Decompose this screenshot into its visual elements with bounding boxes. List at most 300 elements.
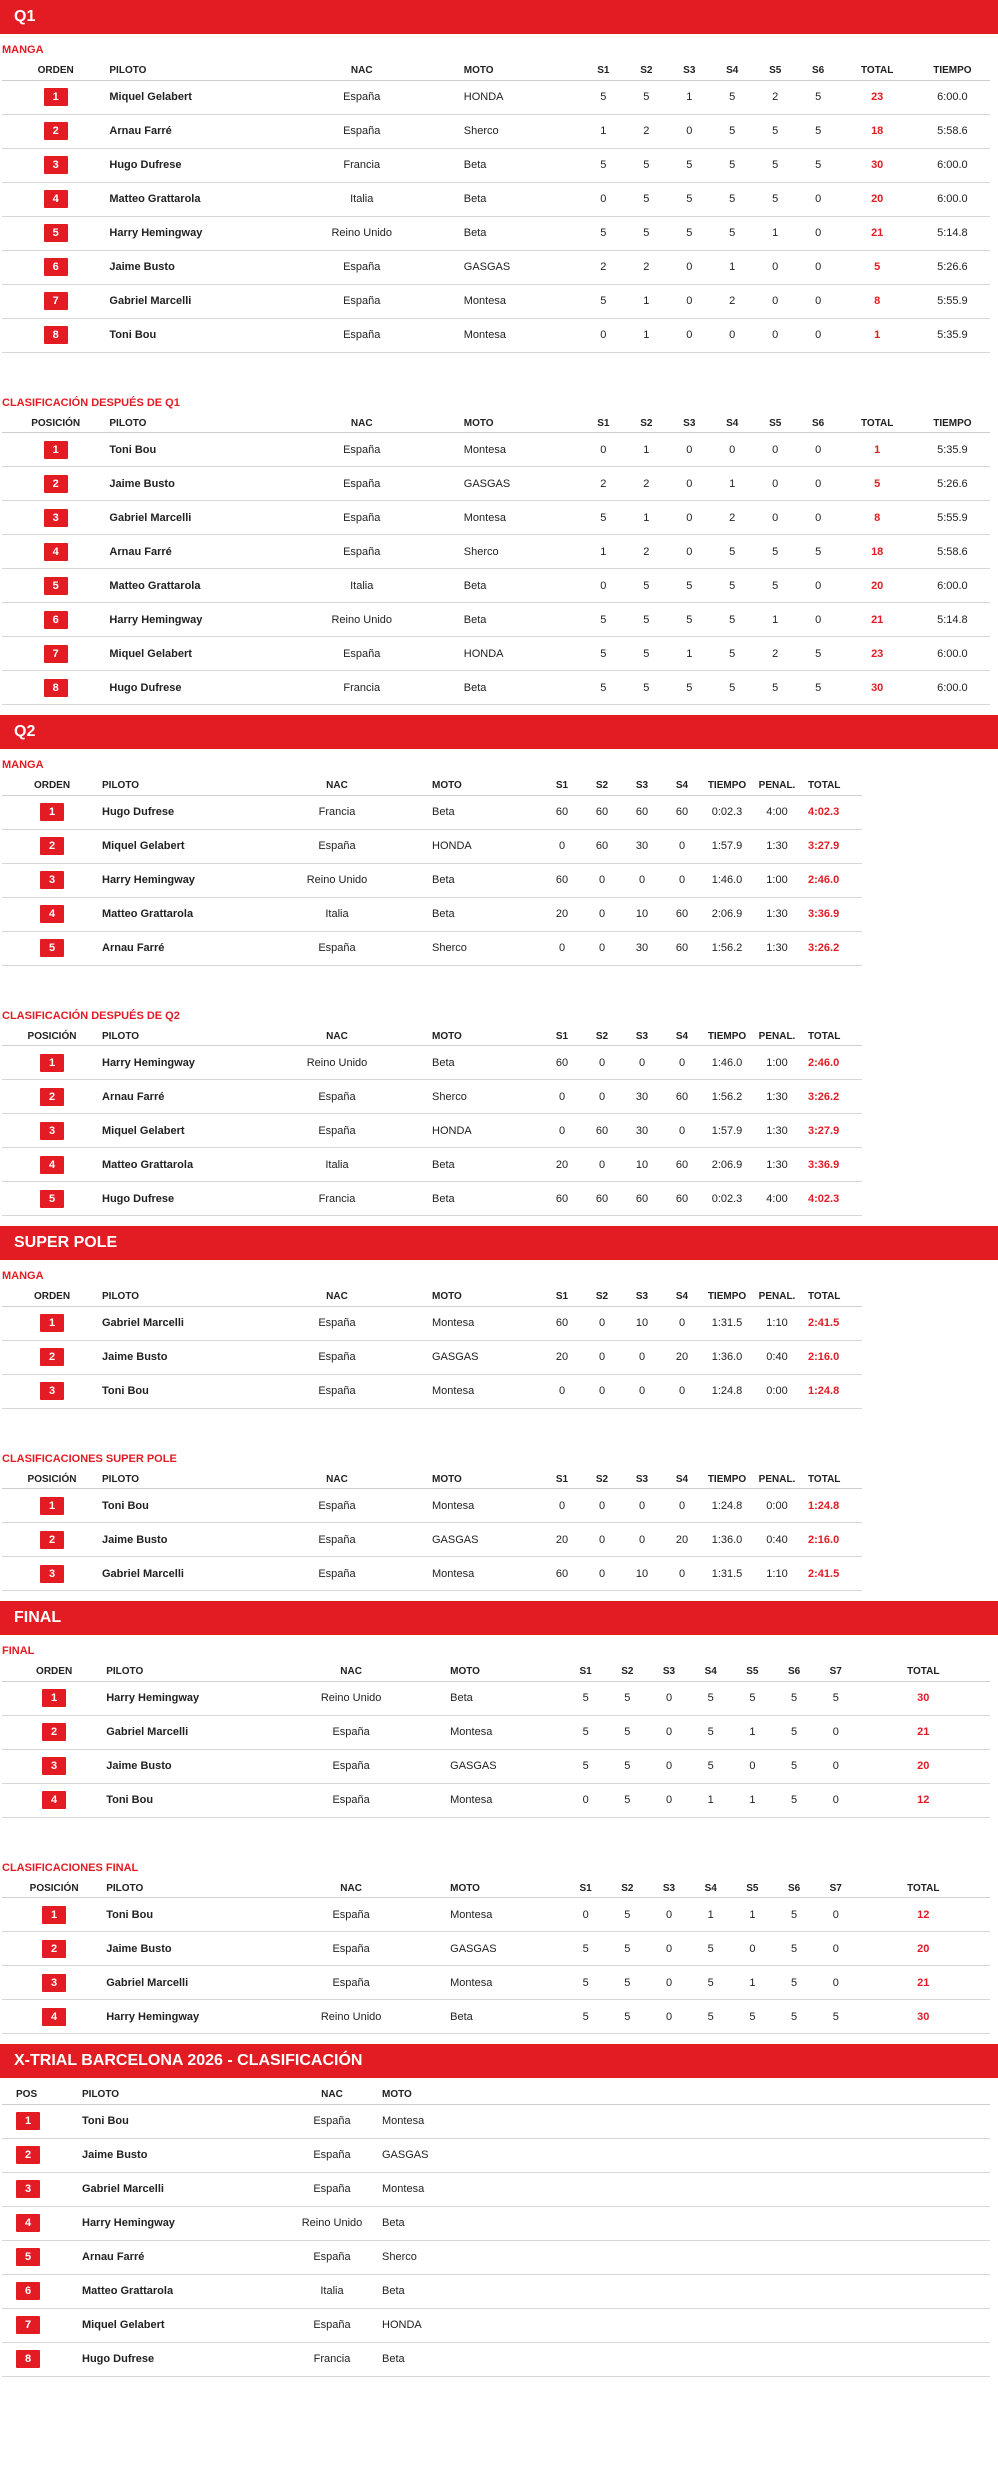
bike: GASGAS (382, 2138, 990, 2172)
total-points: 21 (857, 1715, 990, 1749)
block-spacer (0, 1409, 998, 1451)
position-cell (2, 284, 109, 318)
section-score: 60 (542, 1557, 582, 1591)
time-value: 1:46.0 (702, 1046, 752, 1080)
section-score: 5 (690, 1681, 732, 1715)
section-score: 2 (754, 80, 797, 114)
position-cell (2, 318, 109, 352)
round-title: Q1 (0, 0, 998, 34)
position-cell (2, 501, 109, 535)
position-cell (2, 1557, 102, 1591)
column-header: MOTO (432, 777, 542, 795)
section-score: 0 (542, 1489, 582, 1523)
section-score: 5 (625, 216, 668, 250)
pilot-name: Gabriel Marcelli (106, 1966, 252, 2000)
column-header: NAC (242, 1288, 432, 1306)
pilot-name: Miquel Gelabert (102, 829, 242, 863)
position-cell (2, 80, 109, 114)
table-row (2, 1114, 990, 1148)
column-header: S7 (815, 1663, 857, 1681)
table-row (2, 467, 990, 501)
nationality: España (282, 2172, 382, 2206)
section-score: 5 (690, 1966, 732, 2000)
table-row (2, 1182, 990, 1216)
position-cell (2, 863, 102, 897)
table-header (2, 415, 990, 433)
column-header: TIEMPO (702, 1028, 752, 1046)
column-header: TOTAL (840, 415, 915, 433)
total-points: 5 (840, 467, 915, 501)
section-score: 0 (582, 863, 622, 897)
position-badge: 2 (42, 1723, 66, 1741)
section-score: 0 (754, 433, 797, 467)
results-table (2, 1471, 990, 1592)
section-score: 5 (565, 1749, 607, 1783)
table-row (2, 1046, 990, 1080)
position-badge: 1 (40, 803, 64, 821)
position-cell (2, 1182, 102, 1216)
total-time: 4:02.3 (802, 795, 862, 829)
section-score: 5 (711, 148, 754, 182)
position-cell (2, 2342, 82, 2376)
table-row (2, 114, 990, 148)
column-header: NAC (252, 1880, 450, 1898)
column-header: MOTO (432, 1028, 542, 1046)
time-value: 2:06.9 (702, 1148, 752, 1182)
section-score: 60 (582, 795, 622, 829)
section-score: 0 (542, 931, 582, 965)
column-header: S1 (542, 1471, 582, 1489)
column-header: S1 (542, 1288, 582, 1306)
section-score: 5 (754, 569, 797, 603)
position-badge: 6 (44, 611, 68, 629)
pilot-name: Arnau Farré (102, 1080, 242, 1114)
block-title: CLASIFICACIONES SUPER POLE (2, 1452, 177, 1465)
bike: GASGAS (450, 1932, 565, 1966)
section-score: 5 (606, 1783, 648, 1817)
section-score: 0 (797, 216, 840, 250)
section-score: 5 (668, 603, 711, 637)
section-score: 20 (542, 1340, 582, 1374)
column-header: MOTO (382, 2086, 990, 2104)
nationality: España (252, 1715, 450, 1749)
column-header-first: ORDEN (2, 777, 102, 795)
block-spacer (0, 353, 998, 395)
position-cell (2, 1306, 102, 1340)
section-score: 0 (542, 1374, 582, 1408)
position-badge: 3 (40, 1382, 64, 1400)
column-header-first: POSICIÓN (2, 1028, 102, 1046)
time-value: 2:06.9 (702, 897, 752, 931)
section-score: 60 (582, 1114, 622, 1148)
section-score: 0 (815, 1898, 857, 1932)
pilot-name: Gabriel Marcelli (102, 1557, 242, 1591)
column-header: S2 (582, 1288, 622, 1306)
section-score: 0 (815, 1783, 857, 1817)
section-score: 1 (690, 1783, 732, 1817)
section-score: 0 (582, 1080, 622, 1114)
section-score: 5 (711, 114, 754, 148)
total-points: 5 (840, 250, 915, 284)
position-badge: 3 (40, 871, 64, 889)
bike: Montesa (450, 1783, 565, 1817)
bike: Montesa (432, 1374, 542, 1408)
nationality: España (242, 1557, 432, 1591)
pilot-name: Harry Hemingway (109, 216, 259, 250)
section-score: 5 (797, 535, 840, 569)
column-header-first: POSICIÓN (2, 415, 109, 433)
total-points: 12 (857, 1898, 990, 1932)
position-badge: 6 (16, 2282, 40, 2300)
section-score: 0 (711, 318, 754, 352)
pilot-name: Harry Hemingway (106, 1681, 252, 1715)
section-score: 0 (668, 250, 711, 284)
section-score: 0 (582, 1340, 622, 1374)
section-score: 0 (815, 1932, 857, 1966)
header-row (2, 1880, 990, 1898)
table-row (2, 2240, 990, 2274)
table-row (2, 1148, 990, 1182)
nationality: España (260, 114, 464, 148)
block-title: CLASIFICACIONES FINAL (2, 1861, 139, 1874)
position-badge: 3 (44, 156, 68, 174)
header-row (2, 1028, 990, 1046)
section-score: 5 (773, 1749, 815, 1783)
total-points: 21 (857, 1966, 990, 2000)
position-cell (2, 2206, 82, 2240)
column-header: TIEMPO (915, 415, 990, 433)
column-header: S6 (773, 1663, 815, 1681)
penalty-value: 1:10 (752, 1306, 802, 1340)
section-score: 5 (625, 637, 668, 671)
pilot-name: Jaime Busto (102, 1523, 242, 1557)
column-header: PILOTO (102, 1028, 242, 1046)
total-points: 30 (840, 671, 915, 705)
section-score: 0 (648, 1715, 690, 1749)
position-cell (2, 2104, 82, 2138)
nationality: España (282, 2138, 382, 2172)
nationality: España (260, 250, 464, 284)
total-time: 2:41.5 (802, 1306, 862, 1340)
time-value: 0:02.3 (702, 795, 752, 829)
table-row (2, 897, 990, 931)
position-badge: 8 (16, 2350, 40, 2368)
bike: Montesa (432, 1306, 542, 1340)
total-time: 2:16.0 (802, 1523, 862, 1557)
column-header-first: ORDEN (2, 62, 109, 80)
position-badge: 2 (40, 1348, 64, 1366)
nationality: España (282, 2308, 382, 2342)
section-score: 5 (797, 637, 840, 671)
total-points: 23 (840, 80, 915, 114)
table-body (2, 1306, 990, 1408)
position-badge: 8 (44, 326, 68, 344)
section-score: 0 (582, 931, 622, 965)
nationality: España (242, 1374, 432, 1408)
total-points: 18 (840, 535, 915, 569)
table-row (2, 80, 990, 114)
column-header: S5 (754, 415, 797, 433)
section-score: 60 (542, 795, 582, 829)
section-score: 5 (582, 603, 625, 637)
bike: Beta (464, 603, 582, 637)
nationality: Italia (260, 182, 464, 216)
section-score: 0 (622, 1374, 662, 1408)
column-header: MOTO (464, 415, 582, 433)
section-score: 5 (711, 603, 754, 637)
section-score: 0 (797, 603, 840, 637)
section-score: 5 (582, 501, 625, 535)
section-score: 0 (565, 1898, 607, 1932)
section-score: 5 (754, 182, 797, 216)
table-row (2, 2138, 990, 2172)
section-score: 1 (732, 1966, 774, 2000)
pilot-name: Gabriel Marcelli (109, 501, 259, 535)
block-spacer (0, 966, 998, 1008)
section-score: 5 (754, 671, 797, 705)
column-header: S5 (754, 62, 797, 80)
section-score: 0 (582, 1523, 622, 1557)
pilot-name: Hugo Dufrese (102, 1182, 242, 1216)
results-table (2, 62, 990, 353)
section-score: 5 (711, 80, 754, 114)
section-score: 5 (711, 182, 754, 216)
position-badge: 1 (40, 1314, 64, 1332)
section-score: 0 (732, 1932, 774, 1966)
position-cell (2, 2138, 82, 2172)
table-row (2, 637, 990, 671)
position-cell (2, 1932, 106, 1966)
time-value: 6:00.0 (915, 80, 990, 114)
column-header: TOTAL (840, 62, 915, 80)
section-score: 1 (625, 433, 668, 467)
section-score: 0 (754, 284, 797, 318)
block-title: MANGA (2, 44, 44, 56)
column-header: S4 (662, 777, 702, 795)
column-header: MOTO (432, 1471, 542, 1489)
column-header: S1 (565, 1663, 607, 1681)
column-header: NAC (252, 1663, 450, 1681)
section-score: 0 (754, 501, 797, 535)
position-cell (2, 467, 109, 501)
pilot-name: Harry Hemingway (82, 2206, 282, 2240)
position-cell (2, 1783, 106, 1817)
pilot-name: Harry Hemingway (102, 1046, 242, 1080)
results-table (2, 1028, 990, 1217)
table-body (2, 433, 990, 705)
section-score: 0 (622, 1489, 662, 1523)
section-score: 0 (797, 318, 840, 352)
pilot-name: Jaime Busto (109, 250, 259, 284)
section-score: 0 (797, 467, 840, 501)
table-row (2, 1681, 990, 1715)
penalty-value: 1:10 (752, 1557, 802, 1591)
table-body (2, 1898, 990, 2034)
section-score: 0 (648, 1749, 690, 1783)
bike: GASGAS (464, 250, 582, 284)
pilot-name: Toni Bou (109, 433, 259, 467)
table-row (2, 829, 990, 863)
nationality: Francia (260, 148, 464, 182)
section-score: 5 (582, 216, 625, 250)
block-spacer (0, 1818, 998, 1860)
bike: Montesa (464, 501, 582, 535)
position-badge: 1 (44, 441, 68, 459)
section-score: 2 (754, 637, 797, 671)
section-score: 2 (711, 501, 754, 535)
total-time: 2:46.0 (802, 1046, 862, 1080)
section-score: 2 (711, 284, 754, 318)
total-points: 20 (857, 1932, 990, 1966)
table-row (2, 182, 990, 216)
round-title: FINAL (0, 1601, 998, 1635)
total-time: 3:36.9 (802, 1148, 862, 1182)
pilot-name: Hugo Dufrese (82, 2342, 282, 2376)
section-score: 60 (662, 795, 702, 829)
bike: HONDA (464, 637, 582, 671)
position-cell (2, 1080, 102, 1114)
section-score: 1 (754, 603, 797, 637)
column-header: S3 (622, 1471, 662, 1489)
position-badge: 2 (16, 2146, 40, 2164)
table-header (2, 777, 990, 795)
table-body (2, 1681, 990, 1817)
section-score: 0 (668, 114, 711, 148)
section-score: 0 (648, 1681, 690, 1715)
time-value: 5:35.9 (915, 433, 990, 467)
nationality: España (260, 637, 464, 671)
section-score: 0 (668, 467, 711, 501)
pilot-name: Harry Hemingway (102, 863, 242, 897)
section-score: 5 (773, 1932, 815, 1966)
position-cell (2, 931, 102, 965)
nationality: España (260, 433, 464, 467)
table-body (2, 80, 990, 352)
column-header: PILOTO (109, 415, 259, 433)
column-header: POS (2, 2086, 82, 2104)
overall-section (0, 2044, 998, 2377)
nationality: España (252, 1898, 450, 1932)
section-score: 60 (542, 863, 582, 897)
position-badge: 2 (44, 122, 68, 140)
header-row (2, 1663, 990, 1681)
pilot-name: Miquel Gelabert (109, 637, 259, 671)
section-score: 60 (662, 897, 702, 931)
section-score: 0 (648, 2000, 690, 2034)
position-cell (2, 1523, 102, 1557)
section-score: 5 (690, 1749, 732, 1783)
section-score: 20 (542, 1148, 582, 1182)
table-row (2, 2206, 990, 2240)
section-score: 1 (732, 1715, 774, 1749)
bike: GASGAS (432, 1523, 542, 1557)
table-row (2, 2274, 990, 2308)
pilot-name: Toni Bou (106, 1783, 252, 1817)
position-badge: 1 (16, 2112, 40, 2130)
bike: Sherco (382, 2240, 990, 2274)
section-score: 1 (732, 1783, 774, 1817)
section-score: 5 (606, 2000, 648, 2034)
nationality: Italia (260, 569, 464, 603)
position-cell (2, 216, 109, 250)
block-title: CLASIFICACIÓN DESPUÉS DE Q1 (2, 396, 180, 409)
section-score: 60 (662, 1182, 702, 1216)
bike: HONDA (432, 1114, 542, 1148)
section-score: 5 (625, 182, 668, 216)
pilot-name: Gabriel Marcelli (106, 1715, 252, 1749)
section-score: 0 (662, 1114, 702, 1148)
section-score: 1 (690, 1898, 732, 1932)
position-badge: 3 (42, 1757, 66, 1775)
column-header: S3 (622, 777, 662, 795)
section-score: 0 (815, 1966, 857, 2000)
column-header: S1 (565, 1880, 607, 1898)
results-table (2, 1663, 990, 1818)
pilot-name: Hugo Dufrese (109, 148, 259, 182)
position-cell (2, 2274, 82, 2308)
nationality: Francia (242, 1182, 432, 1216)
position-cell (2, 114, 109, 148)
position-badge: 4 (44, 190, 68, 208)
column-header: MOTO (432, 1288, 542, 1306)
position-cell (2, 1046, 102, 1080)
penalty-value: 0:40 (752, 1340, 802, 1374)
column-header: NAC (242, 1471, 432, 1489)
position-badge: 3 (42, 1974, 66, 1992)
column-header: NAC (260, 62, 464, 80)
section-score: 5 (773, 2000, 815, 2034)
table-row (2, 1306, 990, 1340)
column-header: TIEMPO (702, 777, 752, 795)
bike: Sherco (432, 1080, 542, 1114)
column-header: TOTAL (802, 1471, 862, 1489)
position-cell (2, 2172, 82, 2206)
total-time: 3:26.2 (802, 1080, 862, 1114)
block-title: MANGA (2, 759, 44, 771)
bike: Beta (464, 148, 582, 182)
column-header: S3 (648, 1880, 690, 1898)
position-badge: 4 (16, 2214, 40, 2232)
section-score: 5 (582, 80, 625, 114)
bike: Montesa (464, 318, 582, 352)
section-score: 5 (797, 671, 840, 705)
bike: Beta (450, 1681, 565, 1715)
table-row (2, 318, 990, 352)
position-cell (2, 1749, 106, 1783)
time-value: 5:26.6 (915, 467, 990, 501)
time-value: 5:55.9 (915, 284, 990, 318)
section-score: 0 (565, 1783, 607, 1817)
column-header: NAC (260, 415, 464, 433)
column-header: S1 (542, 1028, 582, 1046)
section-score: 5 (797, 148, 840, 182)
total-points: 8 (840, 501, 915, 535)
penalty-value: 0:00 (752, 1489, 802, 1523)
table-body (2, 1046, 990, 1216)
table-header (2, 1471, 990, 1489)
bike: Montesa (432, 1557, 542, 1591)
section-score: 0 (582, 1306, 622, 1340)
column-header: S3 (668, 415, 711, 433)
section-score: 10 (622, 1306, 662, 1340)
pilot-name: Jaime Busto (106, 1932, 252, 1966)
section-score: 2 (625, 467, 668, 501)
section-score: 1 (625, 284, 668, 318)
header-row (2, 62, 990, 80)
column-header: S2 (625, 62, 668, 80)
position-badge: 3 (40, 1565, 64, 1583)
pilot-name: Harry Hemingway (106, 2000, 252, 2034)
